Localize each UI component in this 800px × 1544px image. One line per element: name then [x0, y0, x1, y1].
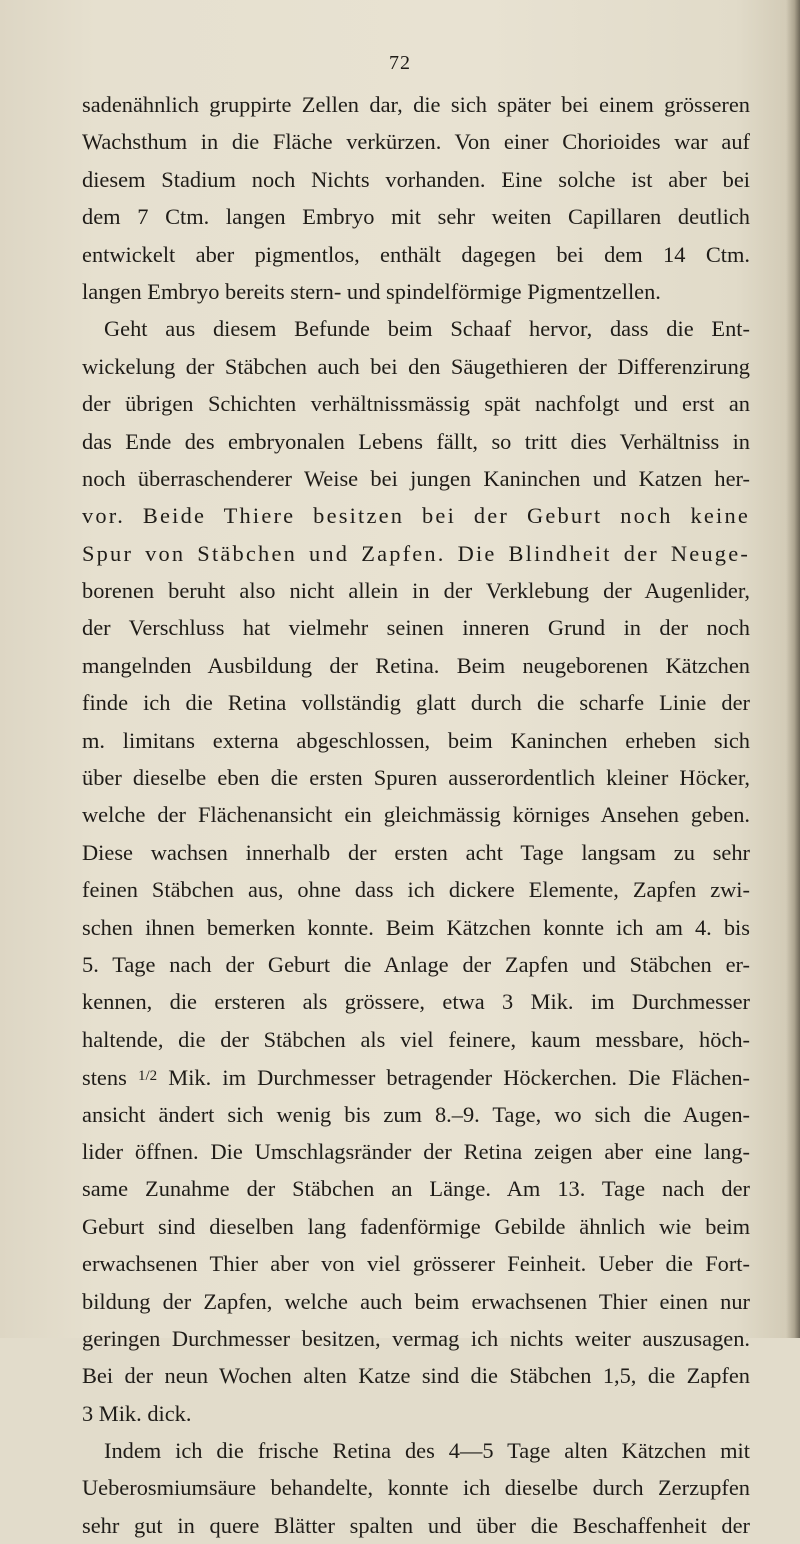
text-line: sadenähnlich gruppirte Zellen dar, die sich später bei einem grösseren	[82, 92, 750, 117]
text-line: das Ende des embryonalen Lebens fällt, so tritt dies Verhältniss in	[82, 428, 750, 454]
text-line: mangelnden Ausbildung der Retina. Beim neugeborenen Kätzchen	[82, 652, 750, 678]
text-line: der Verschluss hat vielmehr seinen inneren Grund in der noch	[82, 615, 750, 641]
text-line: borenen beruht also nicht allein in der Verklebung der Augenlider,	[82, 578, 750, 604]
page-number: 72	[389, 52, 411, 74]
text-line: lider öffnen. Die Umschlagsränder der Retina zeigen aber eine lang-	[82, 1138, 750, 1164]
text-line: bildung der Zapfen, welche auch beim erwachsenen Thier einen nur	[82, 1288, 750, 1314]
text-line: 3 Mik. dick.	[82, 1400, 192, 1426]
text-line: Ueberosmiumsäure behandelte, konnte ich dieselbe durch Zerzupfen	[82, 1475, 750, 1501]
text-line: noch überraschenderer Weise bei jungen Kaninchen und Katzen her-	[82, 465, 750, 491]
text-line: dem 7 Ctm. langen Embryo mit sehr weiten Capillaren deutlich	[82, 204, 750, 230]
text-line: Geburt sind dieselben lang fadenförmige Gebilde ähnlich wie beim	[82, 1213, 750, 1239]
text-line: kennen, die ersteren als grössere, etwa 3 Mik. im Durchmesser	[82, 989, 750, 1015]
text-line: welche der Flächenansicht ein gleichmässig körniges Ansehen geben.	[82, 802, 750, 828]
text-line: ansicht ändert sich wenig bis zum 8.–9. Tage, wo sich die Augen-	[82, 1101, 750, 1127]
text-line: m. limitans externa abgeschlossen, beim Kaninchen erheben sich	[82, 727, 750, 753]
page-edge-shadow	[786, 0, 800, 1338]
text-line: Geht aus diesem Befunde beim Schaaf hervor, dass die Ent-	[104, 316, 750, 342]
text-line-with-fraction	[82, 1058, 750, 1095]
text-line: feinen Stäbchen aus, ohne dass ich dickere Elemente, Zapfen zwi-	[82, 877, 750, 903]
text-line: Spur von Stäbchen und Zapfen. Die Blindheit der Neuge-	[82, 540, 750, 566]
text-line: schen ihnen bemerken konnte. Beim Kätzchen konnte ich am 4. bis	[82, 914, 750, 940]
text-line: Wachsthum in die Fläche verkürzen. Von einer Chorioides war auf	[82, 129, 750, 155]
fraction: 1/2	[137, 1068, 158, 1085]
text-line: über dieselbe eben die ersten Spuren ausserordentlich kleiner Höcker,	[82, 765, 750, 791]
text-line: 5. Tage nach der Geburt die Anlage der Zapfen und Stäbchen er-	[82, 951, 750, 977]
text-line: Bei der neun Wochen alten Katze sind die Stäbchen 1,5, die Zapfen	[82, 1363, 750, 1389]
text-line: haltende, die der Stäbchen als viel feinere, kaum messbare, höch-	[82, 1026, 750, 1052]
text-line: Diese wachsen innerhalb der ersten acht Tage langsam zu sehr	[82, 839, 750, 865]
text-line: Indem ich die frische Retina des 4—5 Tage alten Kätzchen mit	[104, 1438, 750, 1464]
text-line: same Zunahme der Stäbchen an Länge. Am 13. Tage nach der	[82, 1176, 750, 1202]
text-line: entwickelt aber pigmentlos, enthält dagegen bei dem 14 Ctm.	[82, 241, 750, 267]
text-line: wickelung der Stäbchen auch bei den Säugethieren der Differenzirung	[82, 353, 750, 379]
text-line: erwachsenen Thier aber von viel grösserer Feinheit. Ueber die Fort-	[82, 1251, 750, 1277]
text-line: langen Embryo bereits stern- und spindelförmige Pigmentzellen.	[82, 278, 661, 304]
text-line: sehr gut in quere Blätter spalten und über die Beschaffenheit der	[82, 1512, 750, 1538]
body-text	[82, 86, 750, 1544]
text-fragment: Mik. im Durchmesser betragender Höckerchen. Die Flächen-	[168, 1065, 750, 1091]
text-line: finde ich die Retina vollständig glatt durch die scharfe Linie der	[82, 690, 750, 716]
text-line: diesem Stadium noch Nichts vorhanden. Eine solche ist aber bei	[82, 166, 750, 192]
text-line: der übrigen Schichten verhältnissmässig spät nachfolgt und erst an	[82, 391, 750, 417]
text-line: geringen Durchmesser besitzen, vermag ich nichts weiter auszusagen.	[82, 1325, 750, 1351]
text-fragment: stens	[82, 1065, 127, 1091]
text-line: vor. Beide Thiere besitzen bei der Geburt noch keine	[82, 503, 750, 529]
